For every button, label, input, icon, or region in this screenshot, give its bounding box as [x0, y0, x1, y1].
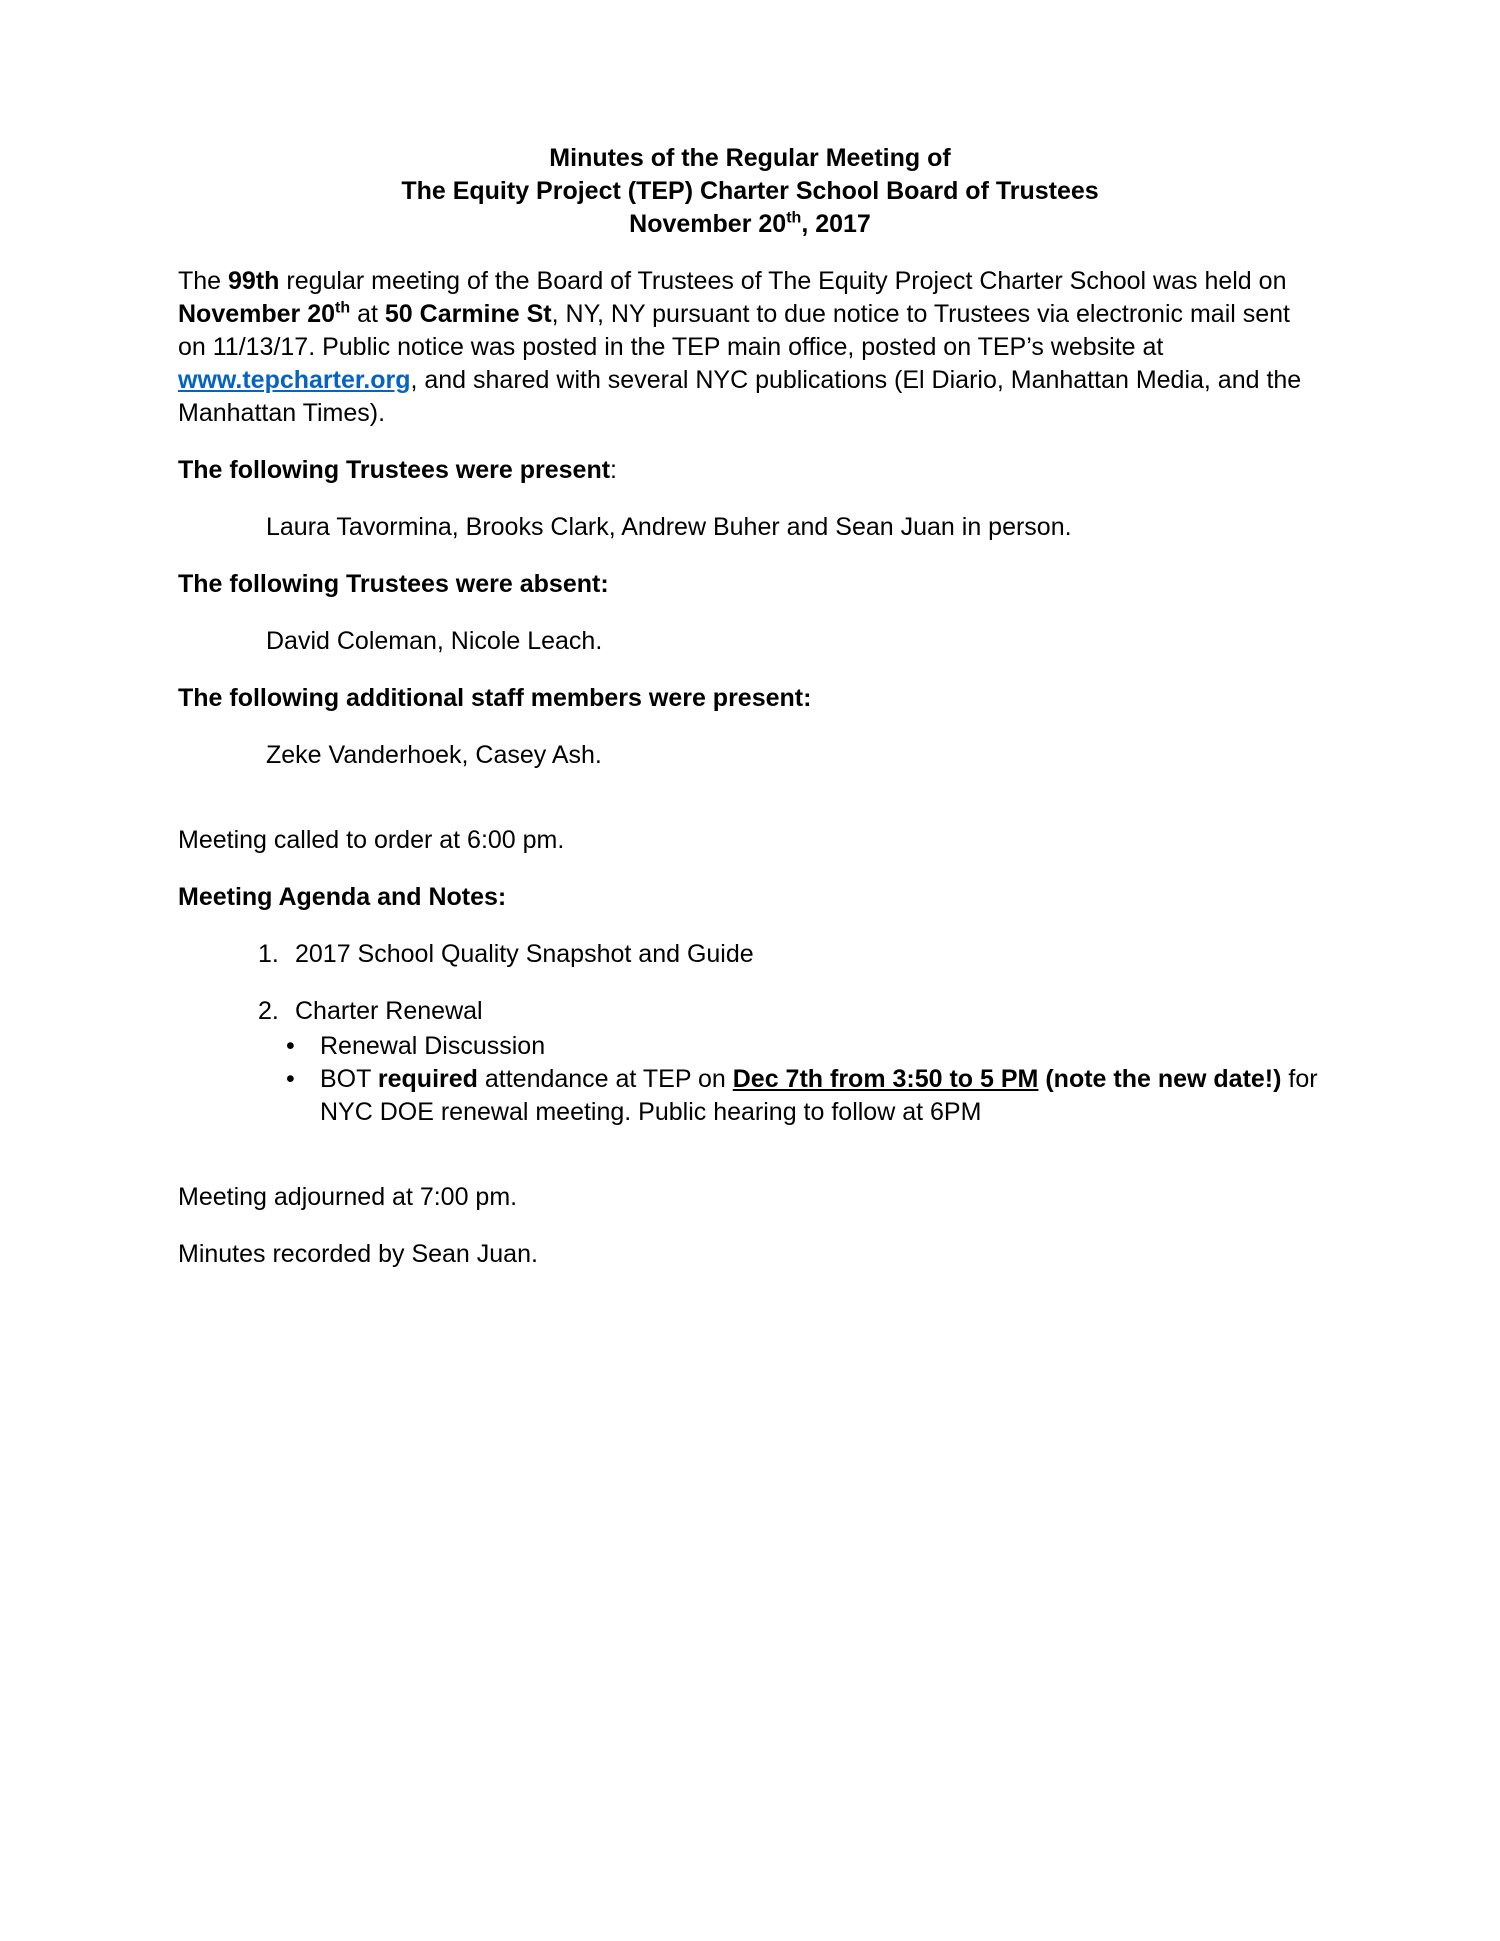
text-run: The following Trustees were absent: — [178, 570, 609, 598]
bullet-icon: • — [286, 1032, 295, 1060]
recorded-by-note — [178, 1238, 1322, 1271]
trustees-absent-names — [178, 625, 1322, 658]
text-run: Laura Tavormina, Brooks Clark, Andrew Buher and Sean Juan in person. — [266, 513, 1072, 541]
text-run: 50 Carmine St — [384, 300, 552, 328]
text-run: BOT — [320, 1065, 378, 1093]
text-run: Meeting Agenda and Notes: — [178, 883, 507, 911]
text-run: regular meeting of the Board of Trustees of The Equity Project Charter School was held on — [279, 267, 1287, 295]
text-run: Meeting adjourned at 7:00 pm. — [178, 1183, 518, 1211]
text-run: Dec 7th from 3:50 to 5 PM — [732, 1065, 1039, 1093]
text-run: at — [350, 300, 385, 328]
title-line — [178, 175, 1322, 208]
text-run: Meeting called to order at 6:00 pm. — [178, 826, 565, 854]
bot-attendance-bullet — [178, 1063, 1322, 1129]
tepcharter-org-link[interactable]: www.tepcharter.org — [178, 366, 411, 394]
called-to-order-note — [178, 824, 1322, 857]
text-run: The Equity Project (TEP) Charter School Board of Trustees — [401, 177, 1099, 205]
text-run: Renewal Discussion — [320, 1032, 546, 1060]
text-run: November 20 — [178, 300, 336, 328]
text-run: required — [377, 1065, 478, 1093]
renewal-discussion-bullet — [178, 1030, 1322, 1063]
text-run: attendance at TEP on — [477, 1065, 733, 1093]
list-item-text — [295, 938, 1322, 971]
bullet-icon: • — [286, 1065, 295, 1093]
text-run: 99th — [228, 267, 280, 295]
list-item-text — [320, 1063, 1322, 1129]
text-run: Charter Renewal — [295, 997, 483, 1025]
text-run: The — [178, 267, 229, 295]
trustees-absent-heading — [178, 568, 1322, 601]
title-line — [178, 142, 1322, 175]
agenda-item-2 — [178, 995, 1322, 1028]
text-run: Zeke Vanderhoek, Casey Ash. — [266, 741, 602, 769]
list-item-text — [320, 1030, 1322, 1063]
text-run: 2017 School Quality Snapshot and Guide — [295, 940, 754, 968]
text-run: (note the new date!) — [1045, 1065, 1282, 1093]
text-run: The following additional staff members were present: — [178, 684, 812, 712]
agenda-heading — [178, 881, 1322, 914]
text-run: The following Trustees were present — [178, 456, 611, 484]
intro-paragraph — [178, 265, 1322, 430]
text-run: November 20 — [629, 210, 787, 238]
text-run: for NYC DOE renewal meeting. Public hearing to follow at 6PM — [320, 1065, 1318, 1126]
trustees-present-heading — [178, 454, 1322, 487]
text-run: , NY, NY pursuant to due notice to Trustees via electronic mail sent on 11/13/17. Public notice was posted in the TEP main office, posted on TEP’s website at — [178, 300, 1290, 361]
text-run: Minutes of the Regular Meeting of — [549, 144, 951, 172]
title-line — [178, 208, 1322, 241]
text-run: , and shared with several NYC publications (El Diario, Manhattan Media, and the Manhattan Times). — [178, 366, 1302, 427]
staff-present-heading — [178, 682, 1322, 715]
trustees-present-names — [178, 511, 1322, 544]
blank-line — [178, 1153, 1322, 1181]
list-number: 1. — [258, 940, 279, 968]
text-run: David Coleman, Nicole Leach. — [266, 627, 603, 655]
adjourned-note — [178, 1181, 1322, 1214]
text-run: , 2017 — [801, 210, 871, 238]
agenda-item-1 — [178, 938, 1322, 971]
text-run: : — [610, 456, 617, 484]
text-run: th — [786, 209, 802, 227]
staff-present-names — [178, 739, 1322, 772]
list-number: 2. — [258, 997, 279, 1025]
text-run: Minutes recorded by Sean Juan. — [178, 1240, 538, 1268]
text-run: th — [335, 299, 351, 317]
blank-line — [178, 796, 1322, 824]
list-item-text — [295, 995, 1322, 1028]
document-title — [178, 142, 1322, 241]
